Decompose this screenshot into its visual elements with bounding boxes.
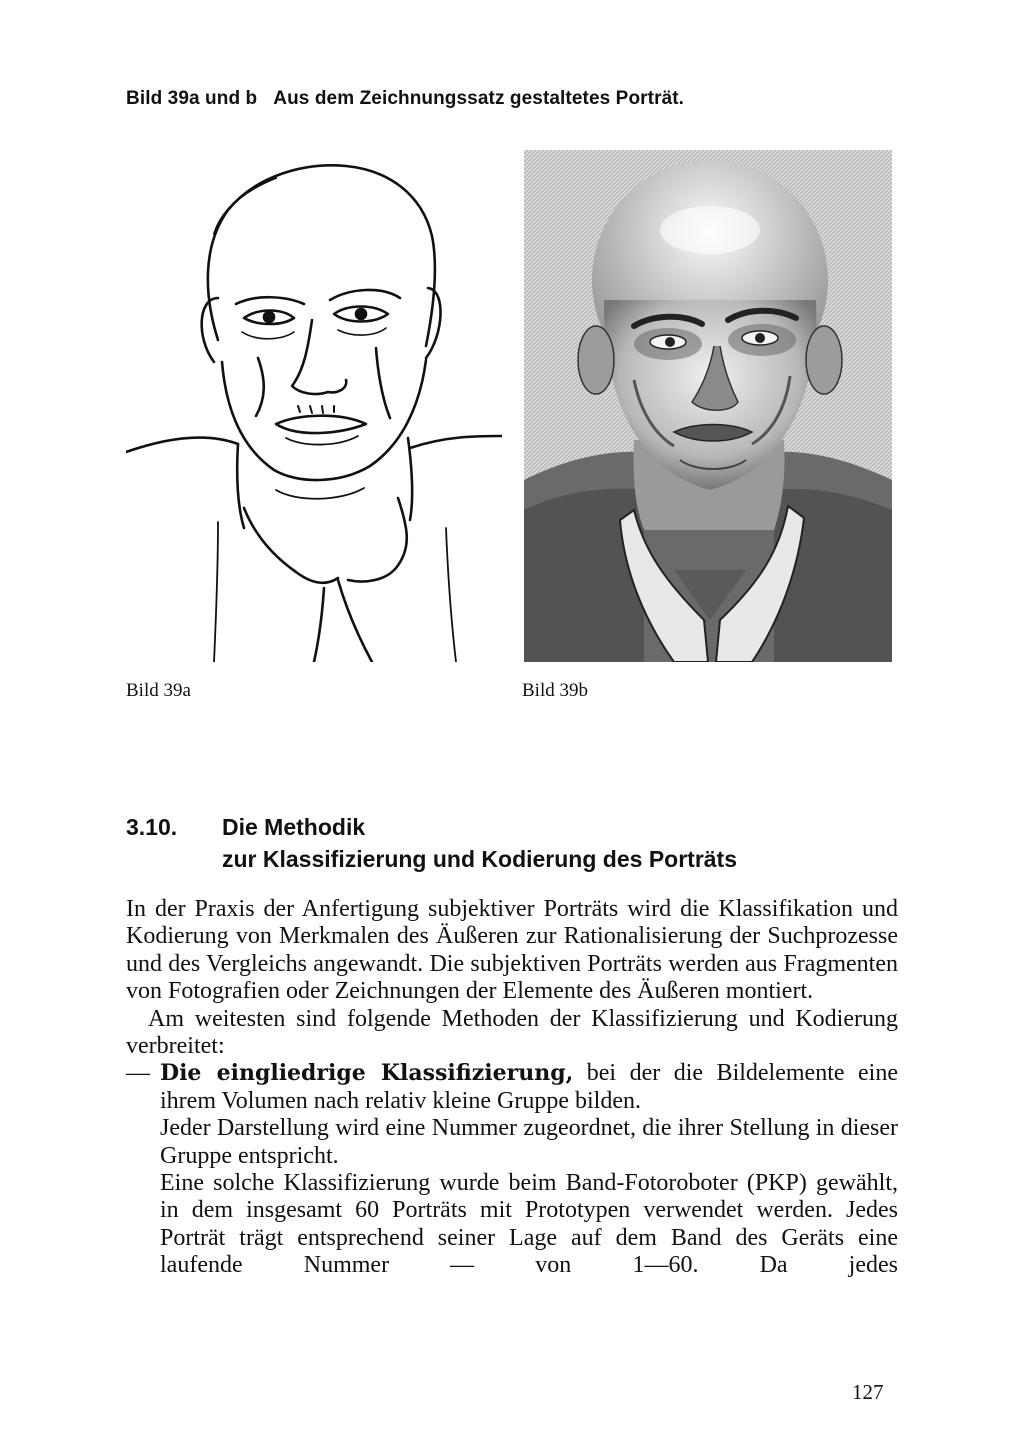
portrait-drawing-39a — [126, 148, 502, 662]
page-number: 127 — [852, 1380, 884, 1404]
list-item-1-paragraph-3: Eine solche Klassifizierung wurde beim Band-Fotoroboter (PKP) gewählt, in dem insgesamt 60 Porträts mit Prototypen verwendet werden. Jedes Porträt trägt entsprechend seiner Lage auf dem Band des Geräts eine laufende Nummer — von 1—60. Da jedes — [160, 1170, 898, 1279]
portrait-sketch-39b — [524, 150, 892, 662]
section-title-line1: Die Methodik — [222, 814, 366, 840]
paragraph-2: Am weitesten sind folgende Methoden der Klassifizierung und Kodierung verbreitet: — [126, 1005, 898, 1060]
list-item-1-paragraph-2: Jeder Darstellung wird eine Nummer zugeordnet, die ihrer Stellung in dieser Gruppe entspricht. — [160, 1115, 898, 1169]
list-item-1 — [126, 1060, 898, 1115]
figure-label-39b: Bild 39b — [522, 680, 588, 701]
caption-figure-ref: Bild 39a und b — [126, 88, 258, 109]
figure-caption — [126, 88, 684, 110]
section-title-line2: zur Klassifizierung und Kodierung des Porträts — [222, 846, 738, 872]
list-item-1-term: Die eingliedrige Klassifizierung, — [160, 1060, 574, 1087]
caption-text: Aus dem Zeichnungssatz gestaltetes Porträt. — [273, 88, 685, 109]
section-number: 3.10. — [126, 814, 178, 840]
paragraph-1: In der Praxis der Anfertigung subjektiver Porträts wird die Klassifikation und Kodierung von Merkmalen des Äußeren zur Rationalisierung der Suchprozesse und des Vergleichs angewandt. Die subjektiven Porträts werden aus Fragmenten von Fotografien oder Zeichnungen der Elemente des Äußeren montiert. — [126, 896, 898, 1005]
list-item-1-text: bei der die Bildelemente eine ihrem Volumen nach relativ kleine Gruppe bilden. — [160, 1060, 898, 1114]
list-dash: — — [126, 1060, 150, 1087]
body-text — [126, 896, 898, 1280]
figure-label-39a: Bild 39a — [126, 680, 191, 701]
